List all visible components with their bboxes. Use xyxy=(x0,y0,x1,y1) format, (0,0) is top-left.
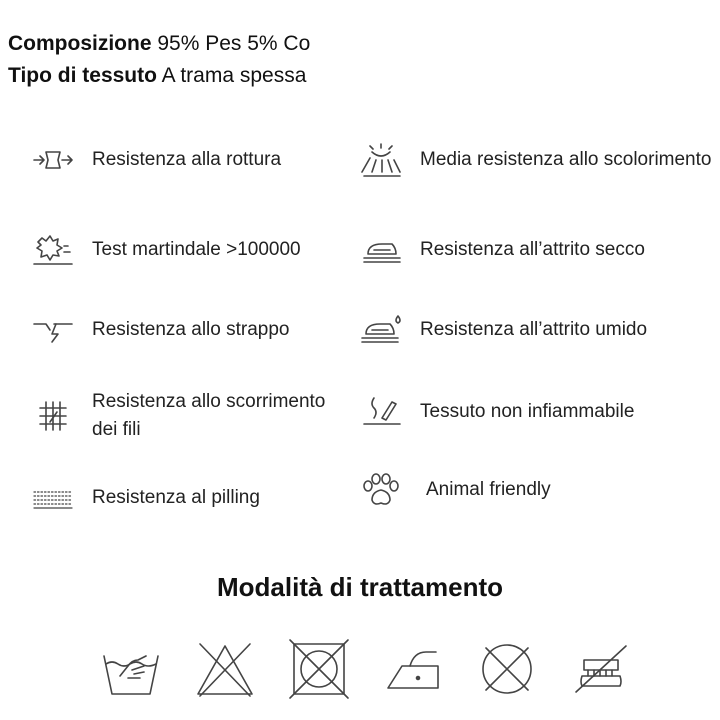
feature-label: Resistenza all’attrito umido xyxy=(420,319,648,340)
feature-non-flammable xyxy=(356,390,720,434)
feature-label: Animal friendly xyxy=(426,479,551,500)
feature-pilling xyxy=(28,476,342,520)
no-dry-clean-icon xyxy=(472,634,542,704)
feature-label: Resistenza all’attrito secco xyxy=(420,239,645,260)
low-iron-icon xyxy=(378,634,448,704)
feature-label: Tessuto non infiammabile xyxy=(420,401,635,422)
fabric-type-value: A trama spessa xyxy=(161,64,307,87)
pilling-icon xyxy=(28,476,78,520)
feature-label: Media resistenza allo scolorimento xyxy=(420,149,712,170)
yarn-slippage-icon xyxy=(28,394,78,438)
feature-tear-resistance xyxy=(28,308,342,352)
feature-martindale xyxy=(28,228,342,272)
tear-resistance-icon xyxy=(28,308,78,352)
care-title: Modalità di trattamento xyxy=(216,572,503,602)
flame-retardant-icon xyxy=(356,390,406,434)
composition-row xyxy=(8,32,310,56)
martindale-test-icon xyxy=(28,228,78,272)
feature-label: Test martindale >100000 xyxy=(92,239,301,260)
feature-breaking-resistance xyxy=(28,138,342,182)
no-brushing-icon xyxy=(566,634,636,704)
feature-label: Resistenza allo scorrimento dei fili xyxy=(92,391,326,440)
wet-rubbing-icon xyxy=(356,308,406,352)
no-tumble-dry-icon xyxy=(284,634,354,704)
composition-value: 95% Pes 5% Co xyxy=(157,32,311,55)
dry-rubbing-icon xyxy=(356,228,406,272)
feature-label: Resistenza al pilling xyxy=(92,487,260,508)
feature-wet-rubbing xyxy=(356,308,720,352)
feature-fading xyxy=(356,138,720,182)
no-bleach-icon xyxy=(190,634,260,704)
fabric-type-label: Tipo di tessuto xyxy=(8,64,157,87)
breaking-resistance-icon xyxy=(28,138,78,182)
feature-yarn-slippage xyxy=(28,388,342,444)
fabric-type-row xyxy=(8,64,306,88)
feature-dry-rubbing xyxy=(356,228,720,272)
feature-label: Resistenza alla rottura xyxy=(92,149,282,170)
care-icons-row xyxy=(96,634,636,704)
feature-animal-friendly xyxy=(356,468,720,512)
paw-icon xyxy=(356,468,406,512)
hand-wash-icon xyxy=(96,634,166,704)
fading-sun-icon xyxy=(356,138,406,182)
feature-label: Resistenza allo strappo xyxy=(92,319,290,340)
composition-label: Composizione xyxy=(8,32,152,55)
